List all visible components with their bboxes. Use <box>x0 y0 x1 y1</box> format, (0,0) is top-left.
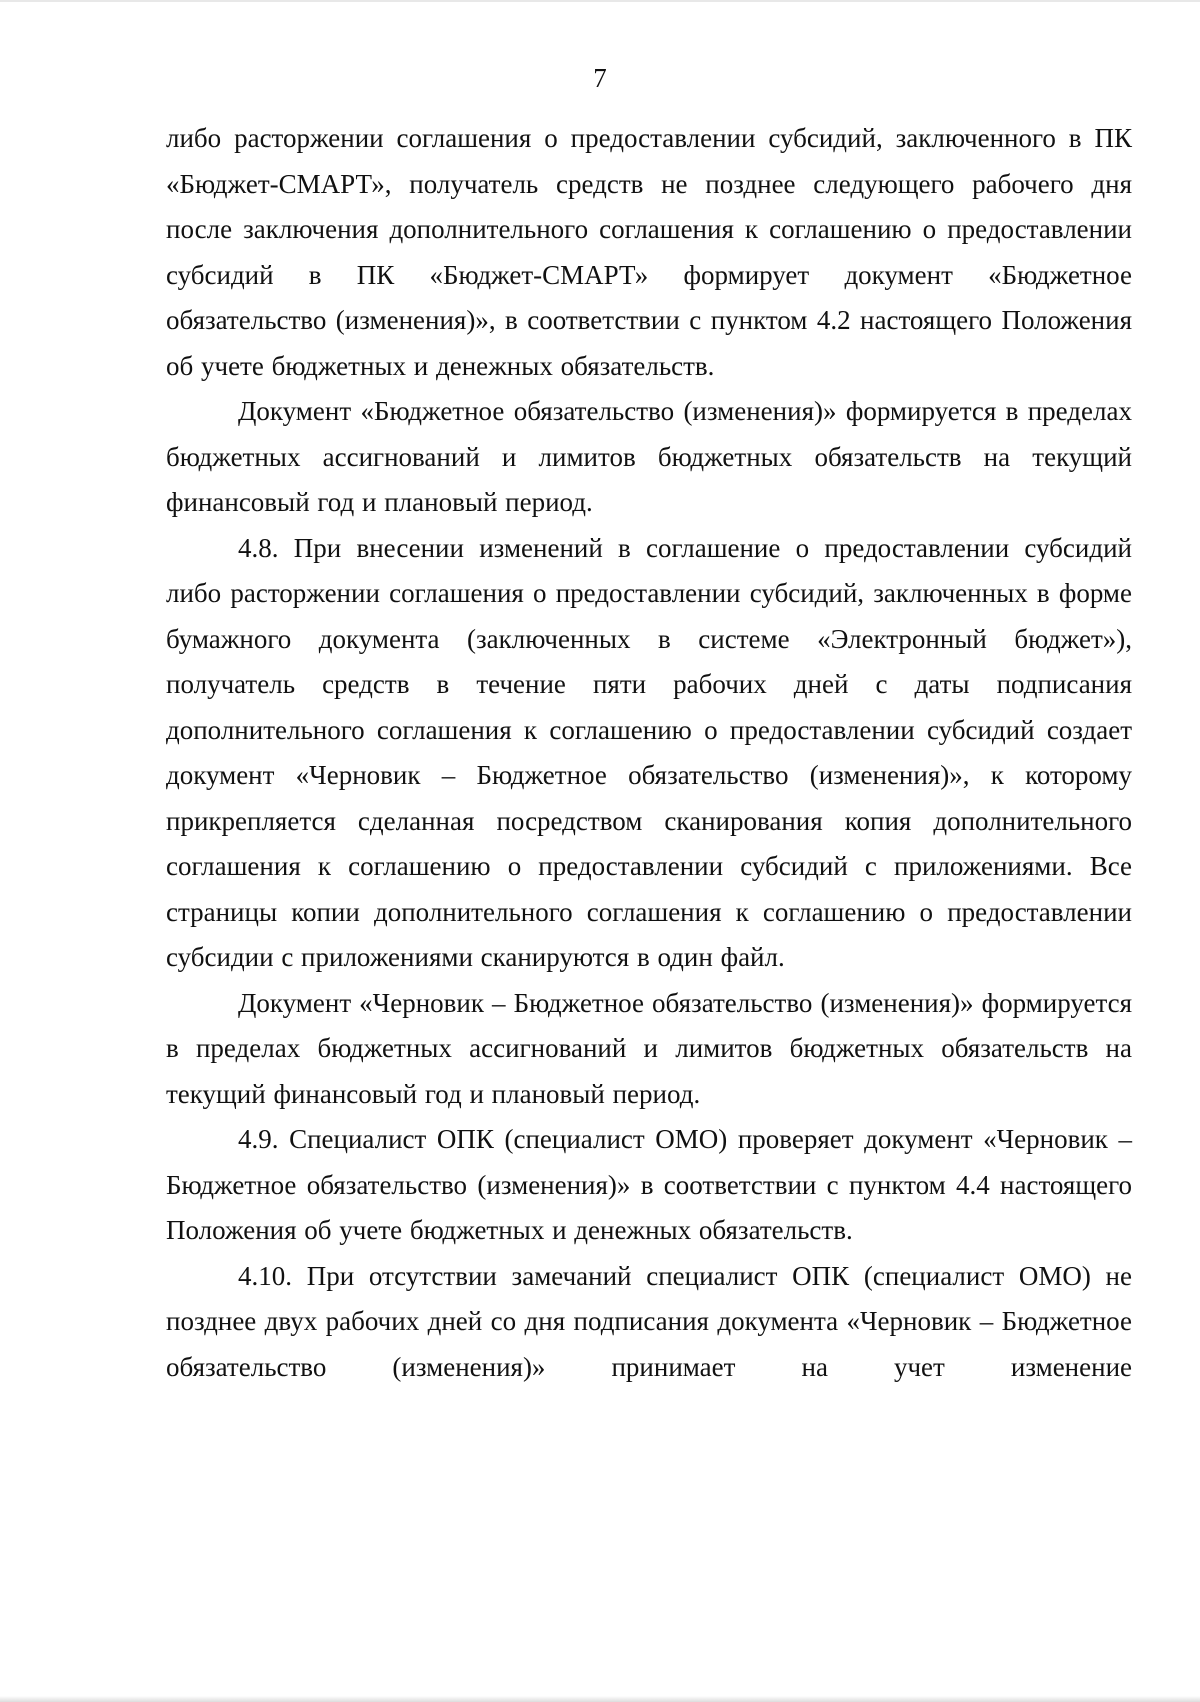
paragraph-clause-4-10: 4.10. При отсутствии замечаний специалист ОПК (специалист ОМО) не позднее двух рабочих дней со дня подписания документа «Черновик – Бюджетное обязательство (изменения)» принимает на учет изменение <box>166 1260 1132 1382</box>
document-body <box>166 116 1132 1390</box>
scan-edge-top <box>0 0 1200 2</box>
paragraph-draft-limits: Документ «Черновик – Бюджетное обязательство (изменения)» формируется в пределах бюджетных ассигнований и лимитов бюджетных обязательств на текущий финансовый год и плановый период. <box>166 987 1132 1109</box>
page-number: 7 <box>593 63 607 93</box>
paragraph-budget-obligation-limits: Документ «Бюджетное обязательство (изменения)» формируется в пределах бюджетных ассигнований и лимитов бюджетных обязательств на текущий финансовый год и плановый период. <box>166 396 1132 517</box>
paragraph-clause-4-9: 4.9. Специалист ОПК (специалист ОМО) проверяет документ «Черновик – Бюджетное обязательство (изменения)» в соответствии с пунктом 4.4 настоящего Положения об учете бюджетных и денежных обязательств. <box>166 1124 1132 1245</box>
paragraph-clause-4-8: 4.8. При внесении изменений в соглашение о предоставлении субсидий либо расторжении соглашения о предоставлении субсидий, заключенных в форме бумажного документа (заключенных в системе «Электронный бюджет»), получатель средств в течение пяти рабочих дней с даты подписания дополнительного соглашения к соглашению о предоставлении субсидий создает документ «Черновик – Бюджетное обязательство (изменения)», к которому прикрепляется сделанная посредством сканирования копия дополнительного соглашения к соглашению о предоставлении субсидий с приложениями. Все страницы копии дополнительного соглашения к соглашению о предоставлении субсидии с приложениями сканируются в один файл. <box>166 532 1132 972</box>
paragraph-continuation: либо расторжении соглашения о предоставлении субсидий, заключенного в ПК «Бюджет-СМАРТ», получатель средств не позднее следующего рабочего дня после заключения дополнительного соглашения к соглашению о предоставлении субсидий в ПК «Бюджет-СМАРТ» формирует документ «Бюджетное обязательство (изменения)», в соответствии с пунктом 4.2 настоящего Положения об учете бюджетных и денежных обязательств. <box>166 123 1132 381</box>
scan-edge-bottom <box>0 1696 1200 1702</box>
